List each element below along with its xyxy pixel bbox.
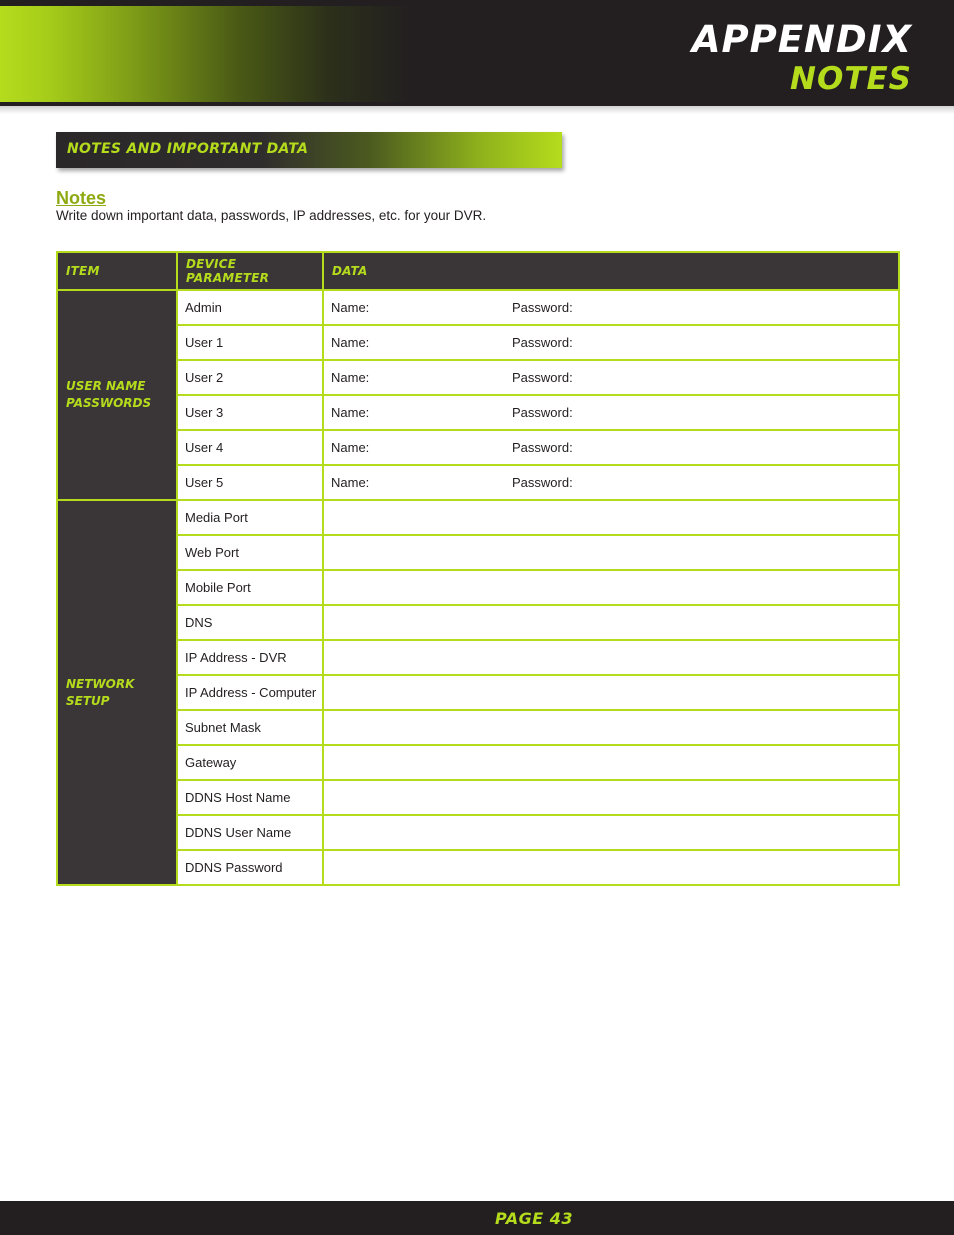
data-cell[interactable] (323, 605, 899, 640)
password-label: Password: (512, 475, 573, 490)
parameter-cell: IP Address - Computer (177, 675, 323, 710)
table-row (57, 360, 899, 395)
table-row (57, 290, 899, 325)
data-cell[interactable] (323, 570, 899, 605)
table-row (57, 815, 899, 850)
data-cell[interactable] (323, 640, 899, 675)
table-row (57, 535, 899, 570)
parameter-cell: Media Port (177, 500, 323, 535)
parameter-cell: User 3 (177, 395, 323, 430)
header-shadow (0, 106, 954, 114)
table-row (57, 745, 899, 780)
data-cell[interactable] (323, 780, 899, 815)
data-cell[interactable] (323, 325, 899, 360)
name-label: Name: (331, 440, 370, 455)
page-header (0, 0, 954, 106)
parameter-cell: Gateway (177, 745, 323, 780)
parameter-cell: Web Port (177, 535, 323, 570)
data-cell[interactable] (323, 710, 899, 745)
data-cell[interactable] (323, 430, 899, 465)
data-cell[interactable] (323, 675, 899, 710)
data-cell[interactable] (323, 290, 899, 325)
table-row (57, 500, 899, 535)
parameter-cell: IP Address - DVR (177, 640, 323, 675)
table-row (57, 640, 899, 675)
table-row (57, 605, 899, 640)
password-label: Password: (512, 300, 573, 315)
parameter-cell: DDNS Host Name (177, 780, 323, 815)
data-cell[interactable] (323, 500, 899, 535)
notes-description: Write down important data, passwords, IP addresses, etc. for your DVR. (56, 208, 487, 223)
table-row (57, 780, 899, 815)
data-cell[interactable] (323, 745, 899, 780)
table-header-row (57, 252, 899, 290)
table-row (57, 850, 899, 885)
column-header-data: DATA (323, 252, 899, 290)
name-label: Name: (331, 405, 370, 420)
data-cell[interactable] (323, 360, 899, 395)
table-row (57, 465, 899, 500)
name-label: Name: (331, 300, 370, 315)
parameter-cell: DNS (177, 605, 323, 640)
table-row (57, 430, 899, 465)
table-row (57, 710, 899, 745)
data-cell[interactable] (323, 850, 899, 885)
column-header-device-parameter: DEVICE PARAMETER (177, 252, 323, 290)
table-row (57, 395, 899, 430)
header-accent-band (0, 6, 410, 102)
table-body (57, 290, 899, 885)
name-label: Name: (331, 370, 370, 385)
page-footer (0, 1201, 954, 1235)
header-subtitle: NOTES (790, 61, 912, 97)
parameter-cell: Subnet Mask (177, 710, 323, 745)
parameter-cell: User 1 (177, 325, 323, 360)
page-number: PAGE 43 (495, 1209, 574, 1228)
data-cell[interactable] (323, 395, 899, 430)
table-row (57, 570, 899, 605)
parameter-cell: DDNS User Name (177, 815, 323, 850)
data-cell[interactable] (323, 465, 899, 500)
name-label: Name: (331, 335, 370, 350)
section-banner (56, 132, 562, 168)
parameter-cell: Mobile Port (177, 570, 323, 605)
column-header-item: ITEM (57, 252, 177, 290)
parameter-cell: DDNS Password (177, 850, 323, 885)
parameter-cell: Admin (177, 290, 323, 325)
section-banner-title: NOTES AND IMPORTANT DATA (67, 141, 309, 157)
password-label: Password: (512, 370, 573, 385)
table-row (57, 675, 899, 710)
table-row (57, 325, 899, 360)
password-label: Password: (512, 440, 573, 455)
data-cell[interactable] (323, 815, 899, 850)
password-label: Password: (512, 405, 573, 420)
notes-table (56, 251, 900, 886)
notes-heading: Notes (56, 188, 107, 208)
data-cell[interactable] (323, 535, 899, 570)
parameter-cell: User 5 (177, 465, 323, 500)
group-label: NETWORK SETUP (57, 500, 177, 885)
parameter-cell: User 4 (177, 430, 323, 465)
name-label: Name: (331, 475, 370, 490)
header-title: APPENDIX (691, 18, 912, 61)
password-label: Password: (512, 335, 573, 350)
parameter-cell: User 2 (177, 360, 323, 395)
group-label: USER NAME PASSWORDS (57, 290, 177, 500)
